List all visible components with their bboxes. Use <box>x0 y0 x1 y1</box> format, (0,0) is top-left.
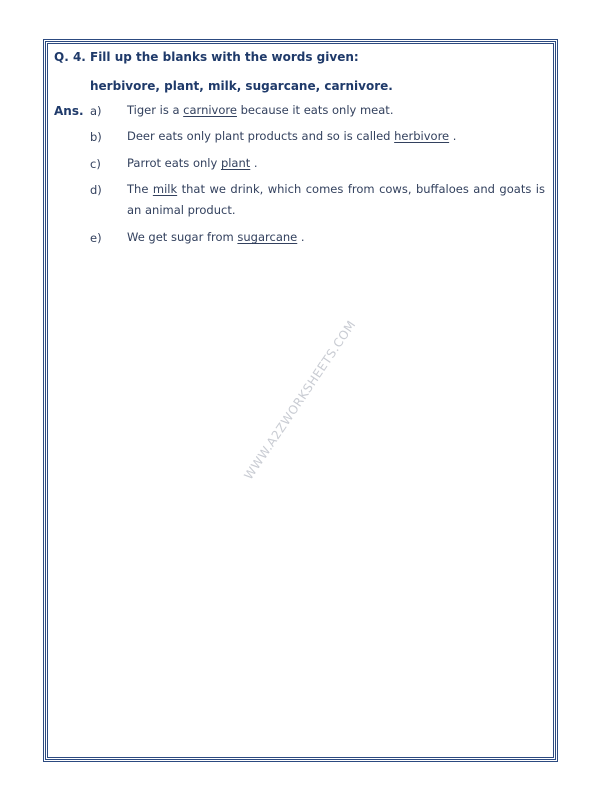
item-letter-c: c) <box>90 157 101 171</box>
answer-item-a <box>127 100 393 121</box>
item-letter-a: a) <box>90 104 102 118</box>
answer-blank: carnivore <box>183 103 237 117</box>
answer-item-d <box>127 179 545 221</box>
answer-item-c <box>127 153 258 174</box>
watermark: WWW.A2ZWORKSHEETS.COM <box>241 317 359 483</box>
answer-label: Ans. <box>54 104 84 118</box>
answer-text: . <box>449 129 457 143</box>
question-number: Q. 4. <box>54 50 86 64</box>
answer-text: because it eats only meat. <box>236 103 394 117</box>
item-letter-d: d) <box>90 183 102 197</box>
answer-item-b <box>127 126 456 147</box>
answer-text: The <box>127 182 153 196</box>
question-header <box>54 50 359 64</box>
answer-text: . <box>297 230 305 244</box>
answer-text: Tiger is a <box>127 103 184 117</box>
answer-blank: plant <box>220 156 251 170</box>
answer-blank: sugarcane <box>237 230 298 244</box>
item-letter-b: b) <box>90 130 102 144</box>
answer-blank: milk <box>152 182 178 196</box>
item-letter-e: e) <box>90 231 102 245</box>
answer-text: We get sugar from <box>127 230 238 244</box>
question-instruction: Fill up the blanks with the words given: <box>90 50 359 64</box>
answer-text: . <box>250 156 258 170</box>
answer-item-e <box>127 227 305 248</box>
answer-text: that we drink, which comes from cows, buffaloes and goats is an animal product. <box>127 182 545 217</box>
answer-blank: herbivore <box>394 129 450 143</box>
word-bank: herbivore, plant, milk, sugarcane, carnivore. <box>90 79 393 93</box>
answer-text: Deer eats only plant products and so is called <box>127 129 395 143</box>
answer-text: Parrot eats only <box>127 156 221 170</box>
